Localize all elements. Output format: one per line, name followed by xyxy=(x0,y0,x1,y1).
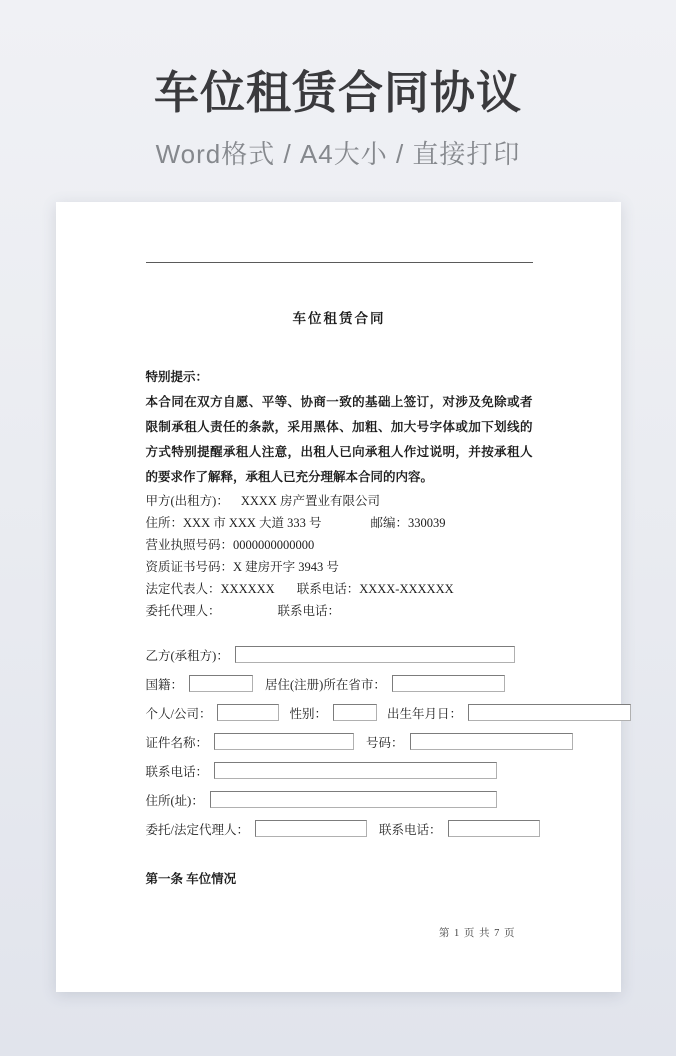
party-b-agent-phone-label: 联系电话： xyxy=(378,822,442,837)
party-b-id-name-label: 证件名称： xyxy=(145,735,209,750)
page-subtitle: Word格式 / A4大小 / 直接打印 xyxy=(155,139,521,169)
party-b-form xyxy=(146,646,533,837)
document-content xyxy=(146,202,533,887)
party-a-license-label: 营业执照号码： xyxy=(145,538,234,552)
party-b-person-input[interactable] xyxy=(217,704,279,721)
page-number-footer: 第 1 页 共 7 页 xyxy=(438,928,516,939)
party-b-id-no-label: 号码： xyxy=(366,735,404,750)
notice-paragraph: 本合同在双方自愿、平等、协商一致的基础上签订，对涉及免除或者限制承租人责任的条款，采用黑体、加粗、加大号字体或加下划线的方式特别提醒承租人注意，出租人已向承租人作过说明，并按承租人的要求作了解释，承租人已充分理解本合同的内容。 xyxy=(145,395,533,484)
party-b-residence-label: 居住(注册)所在省市： xyxy=(265,677,386,692)
party-b-nationality-input[interactable] xyxy=(189,675,253,692)
party-b-id-no-input[interactable] xyxy=(410,733,573,750)
page-title: 车位租赁合同协议 xyxy=(153,67,522,118)
party-a-legal-rep-label: 法定代表人： xyxy=(145,582,221,596)
party-b-address-label: 住所(址)： xyxy=(145,793,204,808)
party-a-agent-label: 委托代理人： xyxy=(145,604,221,618)
party-b-name-row xyxy=(146,646,533,663)
party-a-agent-phone-label: 联系电话： xyxy=(277,604,341,618)
party-a-license-value: 0000000000000 xyxy=(233,538,315,552)
party-a-address-label: 住所： xyxy=(145,516,184,530)
section-1-heading: 第一条 车位情况 xyxy=(145,872,237,886)
party-a-cert-value: X 建房开字 3943 号 xyxy=(233,560,339,574)
party-a-name-line xyxy=(146,490,533,512)
party-b-phone-input[interactable] xyxy=(214,762,496,779)
party-b-birth-input[interactable] xyxy=(468,704,631,721)
party-b-nationality-row xyxy=(146,675,533,692)
party-b-birth-label: 出生年月日： xyxy=(387,706,463,721)
party-b-name-input[interactable] xyxy=(235,646,515,663)
party-a-zip-value: 330039 xyxy=(408,516,446,530)
notice-heading: 特别提示： xyxy=(145,370,209,384)
party-b-agent-input[interactable] xyxy=(255,820,367,837)
party-b-person-row xyxy=(146,704,533,721)
party-a-cert-line xyxy=(146,556,533,578)
party-b-person-label: 个人/公司： xyxy=(145,706,212,721)
party-b-agent-row xyxy=(146,820,533,837)
party-b-id-row xyxy=(146,733,533,750)
party-a-name-value: XXXX 房产置业有限公司 xyxy=(240,494,381,508)
party-a-license-line xyxy=(146,534,533,556)
party-b-phone-label: 联系电话： xyxy=(145,764,209,779)
party-b-gender-label: 性别： xyxy=(289,706,327,721)
party-b-name-label: 乙方(承租方)： xyxy=(145,648,229,663)
party-a-agent-line xyxy=(146,600,533,622)
page-header xyxy=(0,0,676,171)
party-b-agent-phone-input[interactable] xyxy=(448,820,540,837)
header-rule xyxy=(146,262,533,263)
party-a-legal-phone-label: 联系电话： xyxy=(296,582,360,596)
party-a-zip-label: 邮编： xyxy=(370,516,409,530)
party-b-agent-label: 委托/法定代理人： xyxy=(145,822,249,837)
party-b-gender-input[interactable] xyxy=(333,704,377,721)
party-b-address-input[interactable] xyxy=(210,791,497,808)
party-a-address-value: XXX 市 XXX 大道 333 号 xyxy=(183,516,322,530)
party-a-name-label: 甲方(出租方)： xyxy=(145,494,229,508)
party-b-phone-row xyxy=(146,762,533,779)
party-a-cert-label: 资质证书号码： xyxy=(145,560,234,574)
party-a-legal-phone-value: XXXX-XXXXXX xyxy=(359,582,454,596)
party-b-id-name-input[interactable] xyxy=(214,733,354,750)
contract-title: 车位租赁合同 xyxy=(292,311,386,326)
party-b-address-row xyxy=(146,791,533,808)
party-a-legal-rep-line xyxy=(146,578,533,600)
party-a-legal-rep-value: XXXXXX xyxy=(220,582,275,596)
party-a-address-line xyxy=(146,512,533,534)
document-page-preview xyxy=(56,202,621,992)
party-b-residence-input[interactable] xyxy=(392,675,505,692)
party-b-nationality-label: 国籍： xyxy=(145,677,184,692)
